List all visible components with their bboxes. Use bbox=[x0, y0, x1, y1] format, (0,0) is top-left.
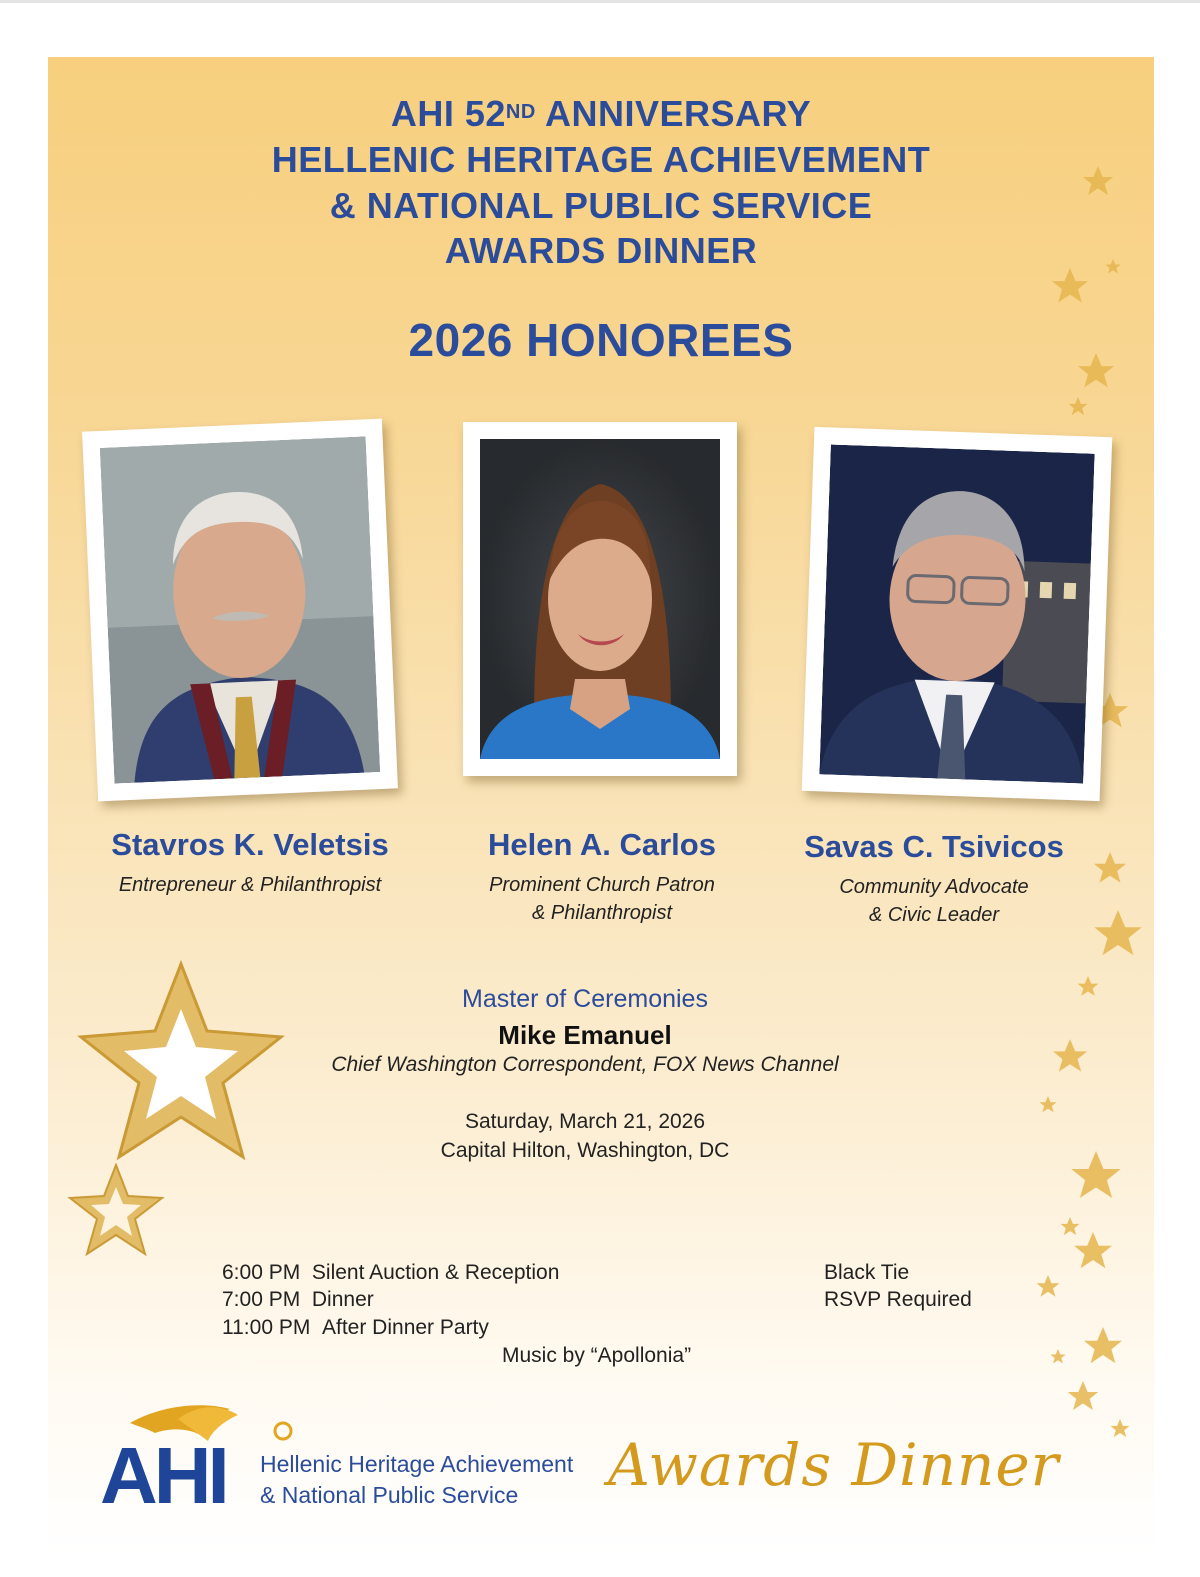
honorees-heading: 2026 HONOREES bbox=[408, 314, 794, 366]
honoree-role-2-line-1: Prominent Church Patron bbox=[489, 874, 715, 896]
small-gold-star-icon bbox=[66, 1163, 166, 1263]
schedule-time-2: 7:00 PM bbox=[222, 1288, 301, 1311]
rsvp-note: RSVP Required bbox=[824, 1288, 972, 1311]
title-line-1: AHI 52ND ANNIVERSARY bbox=[390, 93, 812, 134]
music-credit: Music by “Apollonia” bbox=[502, 1344, 692, 1367]
title-line-4: AWARDS DINNER bbox=[444, 230, 758, 271]
honoree-role-2-line-2: & Philanthropist bbox=[531, 902, 673, 924]
mc-name: Mike Emanuel bbox=[498, 1020, 672, 1050]
honoree-role-3-line-2: & Civic Leader bbox=[868, 904, 1000, 926]
schedule-item-3 bbox=[222, 1314, 489, 1342]
top-border bbox=[0, 0, 1200, 3]
schedule-activity-2: Dinner bbox=[311, 1288, 374, 1311]
title-line-3: & NATIONAL PUBLIC SERVICE bbox=[329, 185, 873, 226]
awards-dinner-script: Awards Dinner bbox=[608, 1431, 1060, 1499]
honoree-photo-3 bbox=[802, 427, 1113, 801]
schedule-time-1: 6:00 PM bbox=[222, 1261, 301, 1284]
schedule-item-1 bbox=[222, 1259, 559, 1287]
invitation-panel bbox=[48, 57, 1154, 1557]
schedule-activity-3: After Dinner Party bbox=[322, 1316, 489, 1339]
title-line-2: HELLENIC HERITAGE ACHIEVEMENT bbox=[271, 139, 931, 180]
honoree-role-3-line-1: Community Advocate bbox=[839, 876, 1029, 898]
event-venue: Capital Hilton, Washington, DC bbox=[440, 1139, 730, 1162]
stars-decoration-icon bbox=[48, 57, 1154, 1557]
honoree-role-1: Entrepreneur & Philanthropist bbox=[118, 874, 382, 896]
svg-text:AHI: AHI bbox=[100, 1431, 226, 1517]
schedule-item-2 bbox=[222, 1286, 374, 1314]
mc-title: Chief Washington Correspondent, FOX News Channel bbox=[331, 1053, 839, 1076]
honoree-name-1: Stavros K. Veletsis bbox=[111, 827, 389, 862]
honoree-photo-2 bbox=[463, 422, 737, 776]
honoree-name-3: Savas C. Tsivicos bbox=[804, 829, 1064, 864]
mc-label: Master of Ceremonies bbox=[462, 985, 708, 1013]
event-date: Saturday, March 21, 2026 bbox=[464, 1110, 706, 1133]
honoree-name-2: Helen A. Carlos bbox=[488, 827, 716, 862]
schedule-activity-1: Silent Auction & Reception bbox=[311, 1261, 560, 1284]
footer-org-line-2: & National Public Service bbox=[260, 1482, 519, 1508]
schedule-time-3: 11:00 PM bbox=[222, 1316, 311, 1339]
footer-org-line-1: Hellenic Heritage Achievement bbox=[260, 1451, 574, 1477]
honoree-photo-1 bbox=[82, 419, 398, 802]
dress-code: Black Tie bbox=[824, 1261, 910, 1284]
